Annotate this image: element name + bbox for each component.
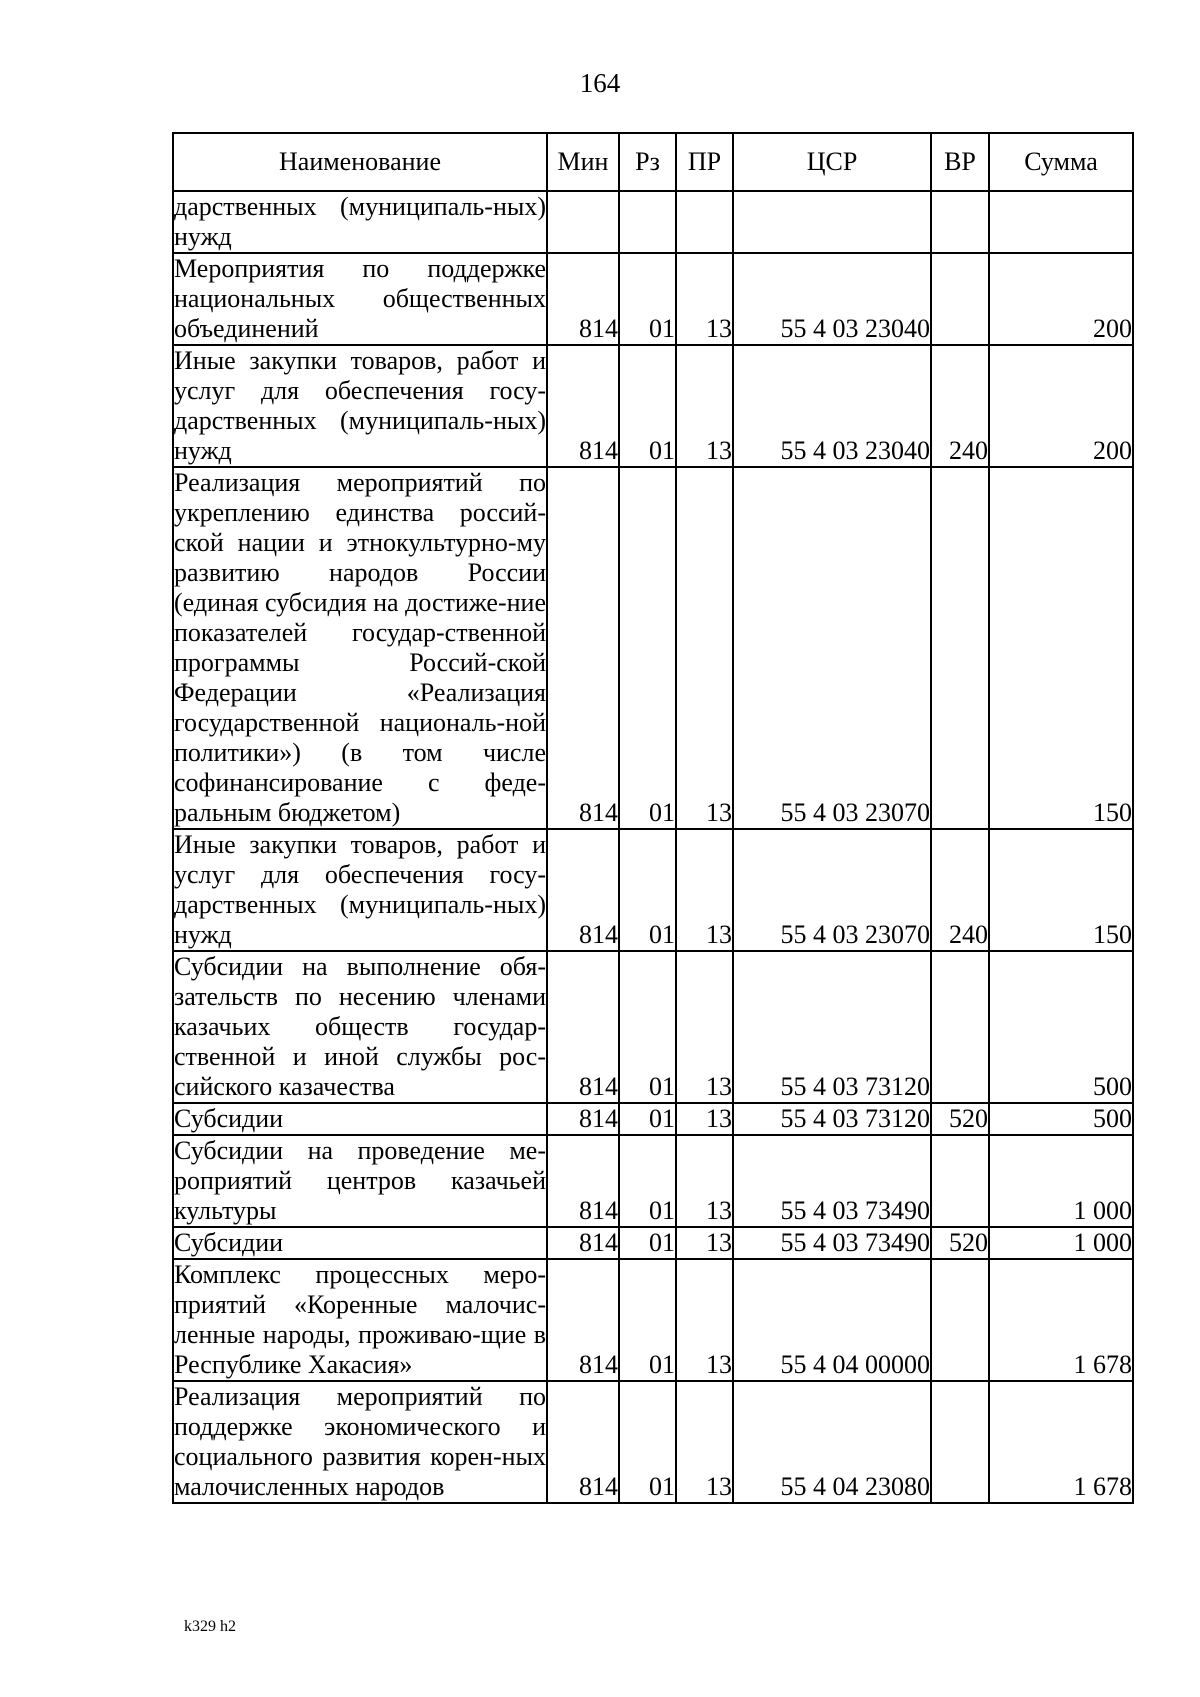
row-name: Реализация мероприятий по укреплению единства россий-ской нации и этнокультурно-му развитию народов России (единая субсидия на достиже-ние показателей государ-ственной программы Россий-ской Федерации «Реализация государственной националь-ной политики») (в том числе софинансирование с феде-ральным бюджетом) xyxy=(174,468,546,827)
row-min xyxy=(547,191,619,253)
row-name: Субсидии xyxy=(173,1103,547,1135)
row-pr: 13 xyxy=(676,951,733,1103)
row-csr: 55 4 04 00000 xyxy=(733,1259,931,1381)
row-min: 814 xyxy=(547,1135,619,1227)
header-min: Мин xyxy=(547,133,619,191)
row-csr: 55 4 03 23040 xyxy=(733,345,931,467)
row-name: Субсидии на проведение ме-роприятий центров казачьей культуры xyxy=(174,1136,546,1225)
header-rz: Рз xyxy=(619,133,676,191)
row-pr: 13 xyxy=(676,345,733,467)
row-csr: 55 4 03 73490 xyxy=(733,1135,931,1227)
row-name: Мероприятия по поддержке национальных общественных объединений xyxy=(174,254,546,343)
row-min: 814 xyxy=(547,1381,619,1503)
row-vr xyxy=(931,1259,989,1381)
row-pr: 13 xyxy=(676,829,733,951)
row-name: Иные закупки товаров, работ и услуг для обеспечения госу-дарственных (муниципаль-ных) нужд xyxy=(174,830,546,949)
header-row xyxy=(173,133,1133,191)
table-row xyxy=(173,1135,1133,1227)
row-sum: 200 xyxy=(989,345,1133,467)
row-rz xyxy=(619,191,676,253)
row-vr xyxy=(931,253,989,345)
row-sum: 200 xyxy=(989,253,1133,345)
row-sum: 150 xyxy=(989,467,1133,829)
row-vr: 520 xyxy=(931,1103,989,1135)
row-pr: 13 xyxy=(676,467,733,829)
row-name: Реализация мероприятий по поддержке экономического и социального развития корен-ных малочисленных народов xyxy=(174,1382,546,1501)
row-rz: 01 xyxy=(619,1135,676,1227)
header-csr: ЦСР xyxy=(733,133,931,191)
row-sum: 1 000 xyxy=(989,1135,1133,1227)
row-rz: 01 xyxy=(619,1103,676,1135)
row-csr: 55 4 03 23070 xyxy=(733,467,931,829)
row-pr: 13 xyxy=(676,1381,733,1503)
row-min: 814 xyxy=(547,951,619,1103)
row-pr: 13 xyxy=(676,1227,733,1259)
row-rz: 01 xyxy=(619,1381,676,1503)
row-sum xyxy=(989,191,1133,253)
row-min: 814 xyxy=(547,829,619,951)
row-csr: 55 4 03 73120 xyxy=(733,1103,931,1135)
row-min: 814 xyxy=(547,345,619,467)
row-name: Иные закупки товаров, работ и услуг для обеспечения госу-дарственных (муниципаль-ных) нужд xyxy=(174,346,546,465)
row-rz: 01 xyxy=(619,951,676,1103)
row-csr: 55 4 03 73490 xyxy=(733,1227,931,1259)
row-sum: 1 000 xyxy=(989,1227,1133,1259)
row-pr: 13 xyxy=(676,1259,733,1381)
row-min: 814 xyxy=(547,1103,619,1135)
row-sum: 150 xyxy=(989,829,1133,951)
table-row xyxy=(173,345,1133,467)
row-vr xyxy=(931,191,989,253)
row-rz: 01 xyxy=(619,253,676,345)
row-name: Субсидии на выполнение обя-зательств по несению членами казачьих обществ государ-ственной и иной службы рос-сийского казачества xyxy=(174,952,546,1101)
table-row xyxy=(173,1103,1133,1135)
row-csr: 55 4 03 73120 xyxy=(733,951,931,1103)
row-name: Субсидии xyxy=(173,1227,547,1259)
table-row xyxy=(173,951,1133,1103)
row-csr xyxy=(733,191,931,253)
row-rz: 01 xyxy=(619,1259,676,1381)
table-row xyxy=(173,829,1133,951)
header-name: Наименование xyxy=(173,133,547,191)
table-row xyxy=(173,191,1133,253)
row-min: 814 xyxy=(547,1259,619,1381)
table-row xyxy=(173,1381,1133,1503)
row-vr: 240 xyxy=(931,829,989,951)
footer-code: k329 h2 xyxy=(184,1618,236,1635)
row-sum: 500 xyxy=(989,1103,1133,1135)
row-rz: 01 xyxy=(619,345,676,467)
page-number: 164 xyxy=(579,68,621,98)
row-vr: 520 xyxy=(931,1227,989,1259)
row-sum: 1 678 xyxy=(989,1259,1133,1381)
row-vr xyxy=(931,467,989,829)
row-name: дарственных (муниципаль-ных) нужд xyxy=(174,192,546,251)
table-row xyxy=(173,253,1133,345)
row-csr: 55 4 03 23040 xyxy=(733,253,931,345)
row-pr: 13 xyxy=(676,1103,733,1135)
table-row xyxy=(173,467,1133,829)
row-vr xyxy=(931,1381,989,1503)
table-row xyxy=(173,1259,1133,1381)
row-min: 814 xyxy=(547,1227,619,1259)
row-vr xyxy=(931,1135,989,1227)
row-csr: 55 4 04 23080 xyxy=(733,1381,931,1503)
row-vr xyxy=(931,951,989,1103)
row-rz: 01 xyxy=(619,829,676,951)
row-rz: 01 xyxy=(619,467,676,829)
row-min: 814 xyxy=(547,467,619,829)
row-min: 814 xyxy=(547,253,619,345)
header-pr: ПР xyxy=(676,133,733,191)
row-vr: 240 xyxy=(931,345,989,467)
table-row xyxy=(173,1227,1133,1259)
budget-table xyxy=(172,132,1134,1504)
row-name: Комплекс процессных меро-приятий «Коренные малочис-ленные народы, проживаю-щие в Республике Хакасия» xyxy=(174,1260,546,1379)
row-rz: 01 xyxy=(619,1227,676,1259)
header-sum: Сумма xyxy=(989,133,1133,191)
row-pr xyxy=(676,191,733,253)
row-csr: 55 4 03 23070 xyxy=(733,829,931,951)
row-sum: 1 678 xyxy=(989,1381,1133,1503)
header-vr: ВР xyxy=(931,133,989,191)
row-pr: 13 xyxy=(676,253,733,345)
row-sum: 500 xyxy=(989,951,1133,1103)
row-pr: 13 xyxy=(676,1135,733,1227)
